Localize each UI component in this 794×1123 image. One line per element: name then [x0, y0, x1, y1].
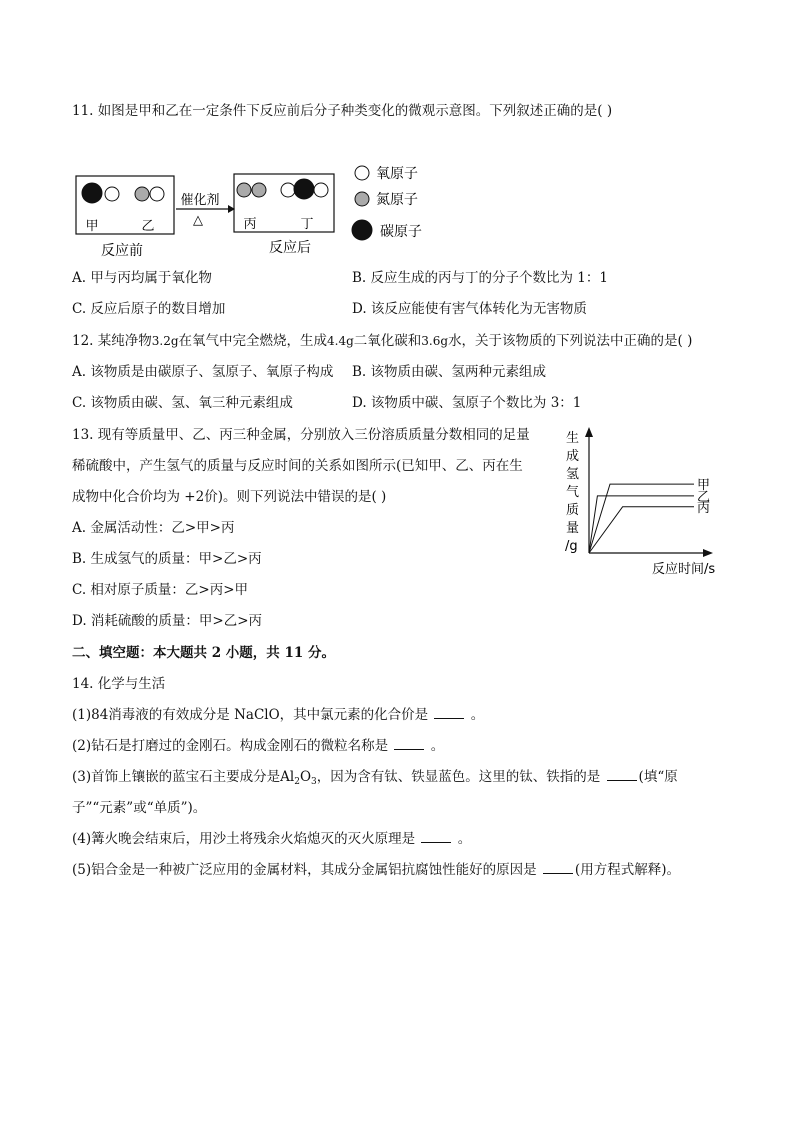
q12-option-c: C. 该物质由碳、氢、氧三种元素组成 [72, 395, 293, 411]
oxygen-atom [150, 187, 164, 201]
nitrogen-atom [252, 183, 266, 197]
q13-stem-line2: 稀硫酸中，产生氢气的质量与反应时间的关系如图所示(已知甲、乙、丙在生 [72, 458, 523, 474]
y-axis-arrow-icon [585, 427, 593, 437]
q13-option-d: D. 消耗硫酸的质量：甲>乙>丙 [72, 613, 263, 629]
q11-option-c: C. 反应后原子的数目增加 [72, 301, 226, 317]
carbon-atom [294, 179, 314, 199]
legend-oxygen-label: 氧原子 [376, 166, 418, 182]
nitrogen-atom [237, 183, 251, 197]
carbon-atom [82, 183, 102, 203]
q14-sub1: (1)84消毒液的有效成分是 NaClO，其中氯元素的化合价是 。 [72, 707, 485, 723]
q11-option-b: B. 反应生成的丙与丁的分子个数比为 1：1 [352, 270, 608, 286]
answer-blank[interactable] [394, 736, 424, 750]
q12-option-b: B. 该物质由碳、氢两种元素组成 [352, 364, 547, 380]
q14-sub3: (3)首饰上镶嵌的蓝宝石主要成分是$Al_2O_3$，因为含有钛、铁显蓝色。这里的钛、铁指的是 (填“原 [72, 769, 678, 787]
label-jia: 甲 [85, 219, 99, 234]
q12-option-a: A. 该物质是由碳原子、氢原子、氧原子构成 [72, 364, 334, 380]
q14-sub3-cont: 子”“元素”或“单质”)。 [72, 800, 207, 816]
y-axis-label-char: /g [565, 539, 578, 554]
nitrogen-atom [135, 187, 149, 201]
y-axis-label-char: 成 [566, 449, 580, 464]
q14-title: 14. 化学与生活 [72, 676, 166, 692]
legend-nitrogen-icon [355, 192, 369, 206]
series-label-1: 乙 [697, 489, 711, 505]
x-axis-arrow-icon [703, 549, 713, 557]
q12-option-d: D. 该物质中碳、氢原子个数比为 3：1 [352, 395, 582, 411]
q14-sub4: (4)篝火晚会结束后，用沙土将残余火焰熄灭的灭火原理是 。 [72, 831, 472, 847]
legend-oxygen-icon [355, 166, 369, 180]
legend-nitrogen-label: 氮原子 [376, 192, 418, 208]
series-line-1 [589, 496, 694, 553]
answer-blank[interactable] [434, 705, 464, 719]
x-axis-label: 反应时间/s [652, 562, 716, 577]
q11-option-d: D. 该反应能使有害气体转化为无害物质 [352, 301, 587, 317]
label-yi: 乙 [141, 219, 155, 234]
q14-sub2: (2)钻石是打磨过的金刚石。构成金刚石的微粒名称是 。 [72, 738, 445, 754]
q13-option-b: B. 生成氢气的质量：甲>乙>丙 [72, 551, 262, 567]
series-line-2 [589, 507, 694, 553]
label-before: 反应前 [101, 243, 143, 259]
q11-stem: 11. 如图是甲和乙在一定条件下反应前后分子种类变化的微观示意图。下列叙述正确的是( ) [72, 103, 613, 119]
series-label-2: 丙 [697, 500, 711, 516]
y-axis-label-char: 质 [566, 503, 580, 518]
oxygen-atom [314, 183, 328, 197]
hydrogen-mass-chart [560, 425, 730, 580]
q11-option-a: A. 甲与丙均属于氧化物 [72, 270, 212, 286]
answer-blank[interactable] [607, 767, 637, 781]
q13-option-c: C. 相对原子质量：乙>丙>甲 [72, 582, 249, 598]
legend-carbon-icon [352, 220, 372, 240]
q13-stem-line1: 13. 现有等质量甲、乙、丙三种金属，分别放入三份溶质质量分数相同的足量 [72, 427, 530, 443]
y-axis-label-char: 量 [566, 521, 580, 536]
q13-option-a: A. 金属活动性：乙>甲>丙 [72, 520, 235, 536]
oxygen-atom [281, 183, 295, 197]
q12-stem: 12. 某纯净物3.2g在氧气中完全燃烧，生成4.4g二氧化碳和3.6g水，关于该物质的下列说法中正确的是( ) [72, 333, 693, 349]
label-ding: 丁 [300, 217, 314, 232]
answer-blank[interactable] [421, 829, 451, 843]
label-triangle: △ [193, 213, 203, 228]
label-bing: 丙 [243, 217, 257, 232]
q13-stem-line3: 成物中化合价均为 +2价)。则下列说法中错误的是( ) [72, 489, 387, 505]
label-catalyst: 催化剂 [180, 193, 220, 208]
label-after: 反应后 [269, 240, 311, 256]
answer-blank[interactable] [543, 860, 573, 874]
q14-sub5: (5)铝合金是一种被广泛应用的金属材料，其成分金属铝抗腐蚀性能好的原因是 (用方程式解释)。 [72, 862, 680, 878]
legend-carbon-label: 碳原子 [380, 224, 422, 240]
series-label-0: 甲 [697, 478, 711, 494]
y-axis-label-char: 氢 [566, 467, 580, 482]
q11-reaction-diagram [70, 158, 440, 260]
oxygen-atom [105, 187, 119, 201]
series-line-0 [589, 484, 694, 553]
y-axis-label-char: 气 [566, 485, 580, 500]
y-axis-label-char: 生 [566, 431, 580, 446]
section2-header: 二、填空题：本大题共 2 小题，共 11 分。 [72, 645, 335, 661]
